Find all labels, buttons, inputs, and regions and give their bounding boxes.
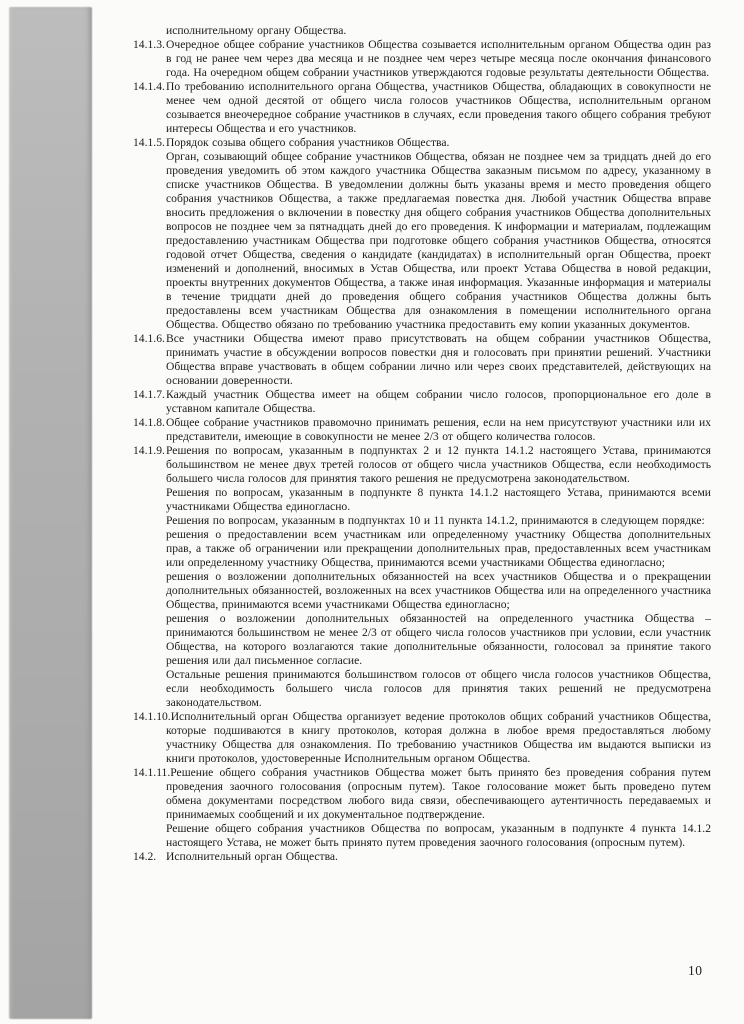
- paragraph-number: 14.1.8.: [133, 416, 165, 429]
- paragraph-number: 14.1.5.: [133, 136, 165, 149]
- paragraph: [133, 416, 711, 444]
- paragraph-number: 14.1.4.: [133, 80, 165, 93]
- paragraph: [133, 388, 711, 416]
- paragraph: [133, 486, 711, 514]
- paragraph-text: исполнительному органу Общества.: [166, 24, 347, 37]
- paragraph-text: решения о возложении дополнительных обязанностей на всех участников Общества и о прекращении дополнительных обязанностей, возложенных на всех участников Общества или на определенного участника Общества, принимаются всеми участниками Общества единогласно;: [166, 570, 711, 611]
- paragraph-number: 14.2.: [133, 850, 157, 863]
- paragraph: [133, 150, 711, 332]
- paragraph: [133, 850, 711, 864]
- paragraph-text: По требованию исполнительного органа Общества, участников Общества, обладающих в совокупности не менее чем одной десятой от общего числа голосов участников Общества, исполнительным органом созывается внеочередное собрание участников в случаях, если проведения такого общего собрания требуют интересы Общества и его участников.: [166, 80, 711, 135]
- paragraph-number: 14.1.11.: [133, 766, 171, 779]
- paragraph-text: Остальные решения принимаются большинством голосов от общего числа голосов участников Общества, если необходимость большего числа голосов для принятия таких решений не предусмотрена законодательством.: [166, 668, 711, 709]
- paragraph-text: Порядок созыва общего собрания участников Общества.: [166, 136, 450, 149]
- paragraph-text: Решение общего собрания участников Общества может быть принято без проведения собрания путем проведения заочного голосования (опросным путем). Такое голосование может быть проведено путем обмена документами посредством любого вида связи, обеспечивающего аутентичность передаваемых и принимаемых сообщений и их документальное подтверждение.: [166, 766, 711, 821]
- paragraph: [133, 766, 711, 822]
- page-number: 10: [688, 963, 703, 978]
- paragraph: [133, 528, 711, 570]
- paragraph-number: 14.1.9.: [133, 444, 165, 457]
- paragraph: [133, 822, 711, 850]
- paragraph-text: Исполнительный орган Общества.: [166, 850, 338, 863]
- paragraph: [133, 514, 711, 528]
- paragraph: [133, 332, 711, 388]
- paragraph: [133, 444, 711, 486]
- paragraph-text: Решения по вопросам, указанным в подпункте 8 пункта 14.1.2 настоящего Устава, принимаются всеми участниками Общества единогласно.: [166, 486, 711, 513]
- paragraph-number: 14.1.7.: [133, 388, 165, 401]
- paragraph: [133, 38, 711, 80]
- paragraph-text: Решения по вопросам, указанным в подпунктах 10 и 11 пункта 14.1.2, принимаются в следующем порядке:: [166, 514, 705, 527]
- paragraph-number: 14.1.6.: [133, 332, 165, 345]
- paragraph-text: Все участники Общества имеют право присутствовать на общем собрании участников Общества, принимать участие в обсуждении вопросов повестки дня и голосовать при принятии решений. Участники Общества вправе участвовать в общем собрании лично или через своих представителей, действующих на основании доверенности.: [166, 332, 711, 387]
- paragraph-number: 14.1.3.: [133, 38, 165, 51]
- paragraph: [133, 24, 711, 38]
- paragraph: [133, 136, 711, 150]
- document-body: [133, 24, 711, 864]
- paragraph: [133, 668, 711, 710]
- paragraph-text: Решение общего собрания участников Общества по вопросам, указанным в подпункте 4 пункта 14.1.2 настоящего Устава, не может быть принято путем проведения заочного голосования (опросным путем).: [166, 822, 711, 849]
- paragraph-text: решения о предоставлении всем участникам или определенному участнику Общества дополнительных прав, а также об ограничении или прекращении дополнительных прав, предоставленных всем участникам или определенному участнику Общества, принимаются всеми участниками Общества единогласно;: [166, 528, 711, 569]
- paragraph-text: Исполнительный орган Общества организует ведение протоколов общих собраний участников Общества, которые подшиваются в книгу протоколов, которая должна в любое время предоставляться любому участнику Общества для ознакомления. По требованию участников Общества им выдаются выписки из книги протоколов, удостоверенные Исполнительным органом Общества.: [166, 710, 711, 765]
- paragraph-text: Общее собрание участников правомочно принимать решения, если на нем присутствуют участники или их представители, имеющие в совокупности не менее 2/3 от общего количества голосов.: [166, 416, 711, 443]
- paragraph-text: Орган, созывающий общее собрание участников Общества, обязан не позднее чем за тридцать дней до его проведения уведомить об этом каждого участника Общества заказным письмом по адресу, указанному в списке участников Общества. В уведомлении должны быть указаны время и место проведения общего собрания участников Общества, а также предлагаемая повестка дня. Любой участник Общества вправе вносить предложения о включении в повестку дня общего собрания участников Общества дополнительных вопросов не позднее чем за пятнадцать дней до его проведения. К информации и материалам, подлежащим предоставлению участникам Общества при подготовке общего собрания участников Общества, относятся годовой отчет Общества, сведения о кандидате (кандидатах) в исполнительный орган Общества, проект изменений и дополнений, вносимых в Устав Общества, или проект Устава Общества в новой редакции, проекты внутренних документов Общества, а также иная информация. Указанные информация и материалы в течение тридцати дней до проведения общего собрания участников Общества должны быть предоставлены всем участникам Общества для ознакомления в помещении исполнительного органа Общества. Общество обязано по требованию участника предоставить ему копии указанных документов.: [166, 150, 711, 331]
- paragraph: [133, 710, 711, 766]
- paragraph-text: Очередное общее собрание участников Общества созывается исполнительным органом Общества один раз в год не ранее чем через два месяца и не позднее чем через четыре месяца после окончания финансового года. На очередном общем собрании участников утверждаются годовые результаты деятельности Общества.: [166, 38, 711, 79]
- paragraph-text: Решения по вопросам, указанным в подпунктах 2 и 12 пункта 14.1.2 настоящего Устава, принимаются большинством не менее двух третей голосов от общего числа участников Общества, если необходимость большего числа голосов для принятия такого решения не предусмотрена законодательством.: [166, 444, 711, 485]
- paragraph-text: Каждый участник Общества имеет на общем собрании число голосов, пропорциональное его доле в уставном капитале Общества.: [166, 388, 711, 415]
- paragraph: [133, 612, 711, 668]
- paragraph-text: решения о возложении дополнительных обязанностей на определенного участника Общества – принимаются большинством не менее 2/3 от общего числа голосов участников при условии, если участник Общества, на которого возлагаются такие дополнительные обязанности, голосовал за принятие такого решения или дал письменное согласие.: [166, 612, 711, 667]
- paragraph-number: 14.1.10.: [133, 710, 171, 723]
- paragraph: [133, 570, 711, 612]
- scan-binding-shadow: [9, 7, 92, 1019]
- paragraph: [133, 80, 711, 136]
